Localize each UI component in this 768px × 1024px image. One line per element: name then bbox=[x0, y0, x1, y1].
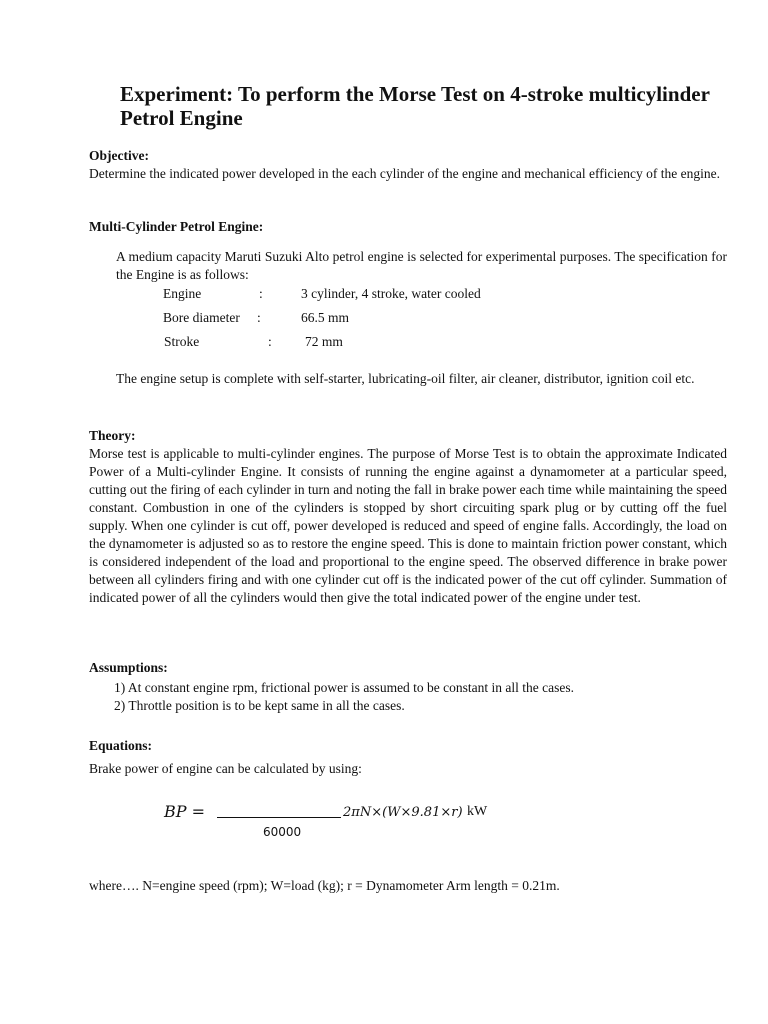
spec-separator: : bbox=[259, 286, 263, 301]
spec-row-bore bbox=[0, 310, 768, 334]
spec-row-engine bbox=[0, 286, 768, 310]
spec-row-stroke bbox=[0, 334, 768, 358]
fraction-bar bbox=[217, 817, 341, 818]
equations-heading: Equations: bbox=[89, 738, 153, 753]
spec-value: 72 mm bbox=[305, 334, 343, 349]
engine-intro: A medium capacity Maruti Suzuki Alto petrol engine is selected for experimental purposes. The specification for the Engine is as follows: bbox=[116, 249, 727, 282]
assumption-item: 2) Throttle position is to be kept same in all the cases. bbox=[114, 698, 405, 713]
equation-where-text: where…. N=engine speed (rpm); W=load (kg); r = Dynamometer Arm length = 0.21m. bbox=[89, 878, 560, 893]
engine-heading: Multi-Cylinder Petrol Engine: bbox=[89, 219, 264, 234]
theory-text: Morse test is applicable to multi-cylinder engines. The purpose of Morse Test is to obtain the approximate Indicated Power of a Multi-cylinder Engine. It consists of running the engine against a dynamometer at a particular speed, cutting out the firing of each cylinder in turn and noting the fall in brake power each time while maintaining the speed constant. Combustion in one of the cylinders is stopped by short circuiting spark plug or by cutting off the fuel supply. When one cylinder is cut off, power developed is reduced and speed of engine falls. Accordingly, the load on the dynamometer is adjusted so as to restore the engine speed. This is done to maintain friction power constant, which is considered independent of the load and proportional to the engine speed. The observed difference in brake power between all cylinders firing and with one cylinder cut off is the indicated power of the cut off cylinder. Summation of indicated power of all the cylinders would then give the total indicated power of the engine under test. bbox=[89, 446, 727, 605]
spec-separator: : bbox=[268, 334, 272, 349]
spec-label: Engine bbox=[163, 286, 202, 301]
engine-setup-text: The engine setup is complete with self-starter, lubricating-oil filter, air cleaner, distributor, ignition coil etc. bbox=[116, 371, 695, 386]
equation-numerator: 2πN×(W×9.81×r) bbox=[343, 805, 463, 820]
page-title: Experiment: To perform the Morse Test on 4-stroke multicylinder Petrol Engine bbox=[120, 82, 710, 130]
spec-separator: : bbox=[257, 310, 261, 325]
objective-text: Determine the indicated power developed in the each cylinder of the engine and mechanical efficiency of the engine. bbox=[89, 166, 720, 181]
equation-unit: kW bbox=[467, 804, 488, 819]
equation-denominator: 60000 bbox=[263, 825, 302, 839]
spec-label: Stroke bbox=[164, 334, 200, 349]
equations-intro: Brake power of engine can be calculated by using: bbox=[89, 761, 362, 776]
assumption-item: 1) At constant engine rpm, frictional power is assumed to be constant in all the cases. bbox=[114, 680, 575, 695]
spec-label: Bore diameter bbox=[163, 310, 240, 325]
spec-value: 3 cylinder, 4 stroke, water cooled bbox=[301, 286, 481, 301]
objective-heading: Objective: bbox=[89, 148, 149, 163]
spec-value: 66.5 mm bbox=[301, 310, 350, 325]
equation-lhs: BP = bbox=[164, 802, 206, 821]
assumptions-heading: Assumptions: bbox=[89, 660, 168, 675]
theory-heading: Theory: bbox=[89, 428, 136, 443]
